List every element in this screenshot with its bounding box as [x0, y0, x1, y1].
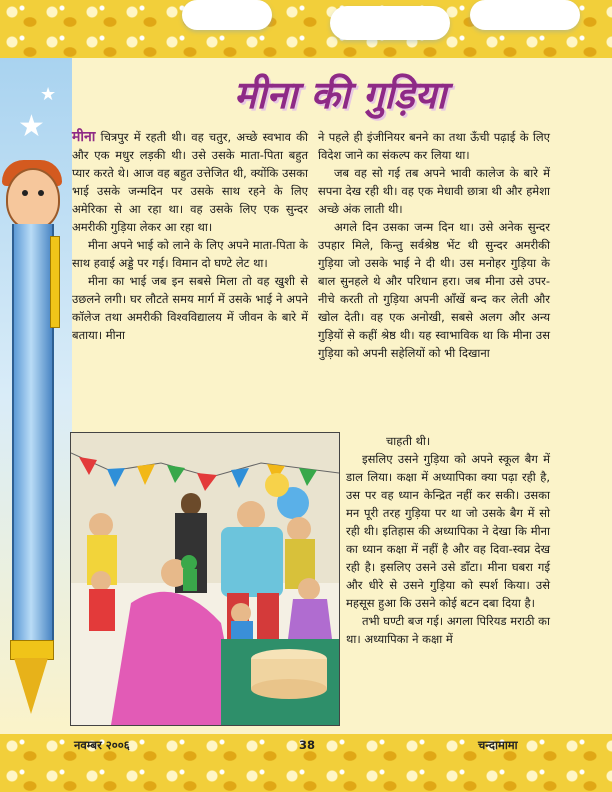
paragraph: मीना का भाई जब इन सबसे मिला तो वह खुशी से उछलने लगी। घर लौटते समय मार्ग में उसके भाई ने अपने कॉलेज तथा अमरीकी विश्वविद्यालय में जीवन के बारे में बताया। मीना: [72, 274, 308, 342]
pen-nib: [14, 658, 48, 714]
opening-word: मीना: [72, 129, 96, 145]
pen-barrel: [12, 224, 54, 654]
left-column: [72, 128, 308, 344]
paragraph: तभी घण्टी बज गई। अगला पिरियड मराठी का था। अध्यापिका ने कक्षा में: [346, 614, 550, 646]
paragraph: इसलिए उसने गुड़िया को अपने स्कूल बैग में डाल लिया। कक्षा में अध्यापिका क्या पढ़ा रही है, उस पर वह ध्यान केन्द्रित नहीं कर सकी। उसका मन पूरी तरह गुड़िया पर था जो उसके बैग में सो रही थी। इतिहास की अध्यापिका ने देखा कि मीना का ध्यान कक्षा में नहीं है और वह दिवा-स्वप्न देख रही है। इसलिए उसने उसे डाँटा। मीना घबरा गई और धीरे से उसने गुड़िया को स्पर्श किया। उसे महसूस हुआ कि उसने कोई बटन दबा दिया है।: [346, 452, 550, 610]
birthday-party-illustration: [70, 432, 340, 726]
star-icon: ★: [40, 84, 57, 105]
star-icon: ★: [18, 109, 45, 144]
cloud-decoration: [182, 0, 272, 30]
paragraph-end: चाहती थी।: [386, 434, 431, 448]
story-title: मीना की गुड़िया: [233, 72, 447, 117]
paragraph-text: चित्रपुर में रहती थी। वह चतुर, अच्छे स्वभाव की और एक मधुर लड़की थी। उसे उसके माता-पिता बहुत प्यार करते थे। आज वह बहुत उत्तेजित थी, क्योंकि उसका भाई उसके जन्मदिन पर उसके साथ रहने के लिए अमेरिका से आ रहा था। वह उसके लिए एक सुन्दर अमरीकी गुड़िया लेकर आ रहा था।: [72, 130, 308, 234]
right-column: [318, 128, 550, 362]
paragraph: ने पहले ही इंजीनियर बनने का तथा ऊँची पढ़ाई के लिए विदेश जाने का संकल्प कर लिया था।: [318, 130, 550, 162]
page-number: 38: [299, 738, 316, 752]
right-column-lower: [346, 432, 550, 648]
paragraph: मीना अपने भाई को लाने के लिए अपने माता-पिता के साथ हवाई अड्डे पर गई। विमान दो घण्टे लेट था।: [72, 238, 308, 270]
paragraph: अगले दिन उसका जन्म दिन था। उसे अनेक सुन्दर उपहार मिले, किन्तु सर्वश्रेष्ठ भेंट थी सुन्दर अमरीकी गुड़िया जो उसके भाई ने दी थी। उस मनोहर गुड़िया के बाल सुनहले थे और परिधान हरा। जब मीना उसे उपर-नीचे करती तो गुड़िया अपनी आँखें बन्द कर लेती और खोल देती। वह एक अनोखी, सबसे अलग और अन्य गुड़ियों से कहीं श्रेष्ठ थी। यह स्वाभाविक था कि मीना उस गुड़िया को अपनी सहेलियों को भी दिखाना: [318, 220, 550, 360]
pen-character-face: [6, 168, 60, 230]
magazine-name: चन्दामामा: [478, 738, 518, 752]
illustration-art: [71, 433, 339, 725]
cloud-decoration: [470, 0, 580, 30]
paragraph: जब वह सो गई तब अपने भावी कालेज के बारे में सपना देख रही थी। वह एक मेधावी छात्रा थी और हमेशा अच्छे अंक लाती थी।: [318, 166, 550, 216]
issue-date: नवम्बर २००६: [74, 738, 130, 752]
pen-clip: [50, 236, 60, 328]
pen-collar: [10, 640, 54, 660]
paragraph: [72, 128, 308, 236]
cloud-decoration: [330, 6, 450, 40]
